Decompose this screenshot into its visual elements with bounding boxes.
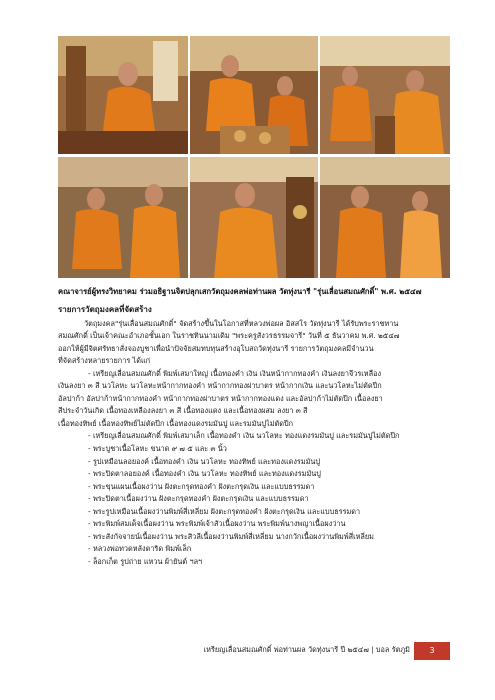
list-item: - รูปเหมือนลอยองค์ เนื้อทองคำ เงิน นวโลหะ ทองทิพย์ และทองแดงรมมันปู — [88, 456, 321, 466]
list-item-continuation: เนื้อทองทิพย์ เนื้อทองทิพย์ไม่ตัดปีก เนื้อทองแดงรมมันปู และรมมันปูไม่ตัดปีก — [58, 418, 294, 428]
footer-text: เหรียญเลื่อนสมณศักดิ์ พ่อท่านผล วัดทุ่งนารี ปี ๒๕๔๗ | บอล รัตภูมิ — [203, 645, 410, 654]
list-item-continuation: สีประจำวันเกิด เนื้อทองเหลืองลงยา ๓ สี เนื้อทองแดง และเนื้อทองผสม ลงยา ๓ สี — [58, 406, 308, 416]
list-item: - เหรียญเลื่อนสมณศักดิ์ พิมพ์เสมาเล็ก เนื้อทองคำ เงิน นวโลหะ ทองแดงรมมันปู และรมมันปูไม่ตัดปีก — [88, 431, 400, 441]
photo-monk-ceremony-6 — [320, 157, 450, 278]
list-item: - พระสังกัจจายน์เนื้อผงว่าน พระสิวลีเนื้อผงว่านพิมพ์สี่เหลี่ยม นางกวักเนื้อผงว่านพิมพ์สี่เหลี่ยม — [88, 531, 374, 541]
paragraph-line: สมณศักดิ์ เป็นเจ้าคณะอำเภอชั้นเอก ในราชทินนามเดิม "พระครูสังวรธรรมจารี" วันที่ ๕ ธันวาคม พ.ศ. ๒๕๔๗ — [58, 331, 400, 341]
page-number-badge: 3 — [414, 642, 450, 660]
list-item: - หลวงพ่อทวดหลังตาริด พิมพ์เล็ก — [88, 544, 192, 554]
paragraph-line: ที่จัดสร้างหลายรายการ ได้แก่ — [58, 356, 151, 366]
photo-monk-ceremony-2 — [190, 36, 318, 154]
photo-collage — [58, 36, 450, 278]
photo-monk-ceremony-5 — [190, 157, 318, 278]
paragraph-line: วัตถุมงคล"รุ่นเลื่อนสมณศักดิ์" จัดสร้างขึ้นในโอกาสที่หลวงพ่อผล อิสสโร วัดทุ่งนารี ได้รับพระราชทาน — [84, 318, 399, 328]
list-item: - พระบูชาเนื้อโลหะ ขนาด ๙ ๗ ๕ และ ๓ นิ้ว — [88, 444, 227, 454]
photo-monk-ceremony-3 — [320, 36, 450, 154]
list-item: - พระรูปเหมือนเนื้อผงว่านพิมพ์สี่เหลี่ยม ฝังตะกรุดทองคำ ฝังตะกรุดเงิน และแบบธรรมดา — [88, 506, 361, 516]
list-item: - พระพิมพ์สมเด็จเนื้อผงว่าน พระพิมพ์เจ้าสัวเนื้อผงว่าน พระพิมพ์นางพญาเนื้อผงว่าน — [88, 519, 346, 529]
page-footer — [150, 642, 450, 660]
list-item: - ล็อกเก็ต รูปถ่าย แหวน ผ้ายันต์ ฯลฯ — [88, 556, 203, 566]
photo-monk-ceremony-1 — [58, 36, 188, 154]
article-body — [58, 304, 452, 568]
photo-monk-ceremony-4 — [58, 157, 188, 278]
list-item-continuation: เงินลงยา ๓ สี นวโลหะ นวโลหะหน้ากากทองคำ หน้ากากทองฝาบาตร หน้ากากเงิน และนวโลหะไม่ตัดปีก — [58, 381, 382, 391]
paragraph-line: ออกให้ผู้มีจิตศรัทธาสั่งจองบูชาเพื่อนำปัจจัยสมทบทุนสร้างอุโบสถวัดทุ่งนารี รายการวัตถุมงคลมีจำนวน — [58, 343, 374, 353]
list-item: - เหรียญเลื่อนสมณศักดิ์ พิมพ์เสมาใหญ่ เนื้อทองคำ เงิน เงินหน้ากากทองคำ เงินลงยาจีวรเหลือง — [88, 368, 382, 378]
section-heading: รายการวัตถุมงคลที่จัดสร้าง — [58, 305, 152, 314]
list-item: - พระขุนแผนเนื้อผงว่าน ฝังตะกรุดทองคำ ฝังตะกรุดเงิน และแบบธรรมดา — [88, 481, 315, 491]
photo-caption: คณาจารย์ผู้ทรงวิทยาคม ร่วมอธิฐานจิตปลุกเสกวัตถุมงคลพ่อท่านผล วัดทุ่งนารี "รุ่นเลื่อนสมณศักดิ์" พ.ศ. ๒๕๔๗ — [58, 287, 422, 296]
list-item: - พระปิดตาลอยองค์ เนื้อทองคำ เงิน นวโลหะ ทองทิพย์ และทองแดงรมมันปู — [88, 469, 321, 479]
list-item-continuation: อัลปาก้า อัลปาก้าหน้ากากทองคำ หน้ากากทองฝาบาตร หน้ากากทองแดง และอัลปาก้าไม่ตัดปีก เนื้อลงยา — [58, 393, 383, 403]
list-item: - พระปิดตาเนื้อผงว่าน ฝังตะกรุดทองคำ ฝังตะกรุดเงิน และแบบธรรมดา — [88, 494, 309, 504]
